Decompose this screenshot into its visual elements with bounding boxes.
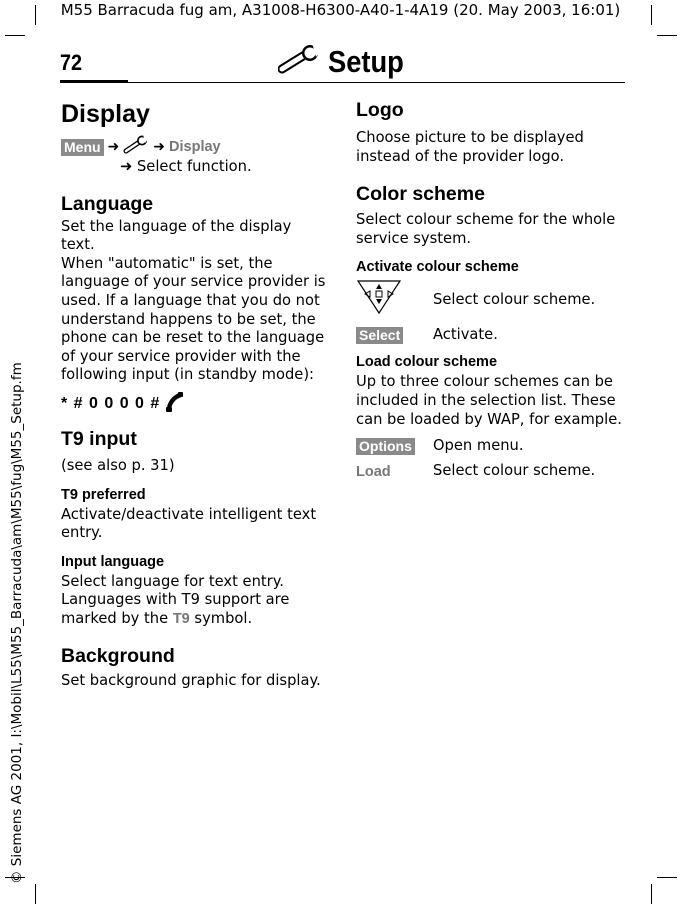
language-text: Set the language of the display text. When "automatic" is set, the language of your service provider is used. If a language that you do not understand happens to be set, the phone can be reset to the language of your service provider with the following input (in standby mode): [61,217,326,384]
nav-key-description: Select colour scheme. [433,290,596,308]
select-function-text: ➜ Select function. [120,158,252,175]
nav-key-row [356,279,626,319]
side-file-path: © Siemens AG 2001, I:\Mobil\L55\M55_Barracuda\am\M55\fug\M55_Setup.fm [9,362,25,884]
load-key-row [356,460,626,480]
display-menu-label: Display [169,139,221,155]
right-column [356,96,626,480]
subsection-load-colour-scheme: Load colour scheme [356,354,498,371]
t9-preferred-text: Activate/deactivate intelligent text entry. [61,505,317,542]
logo-text: Choose picture to be displayed instead of the provider logo. [356,129,584,165]
section-title-language: Language [61,192,154,215]
options-key-description: Open menu. [433,436,524,454]
menu-path [61,136,329,158]
reset-code [61,391,329,417]
chapter-heading [278,44,414,80]
page-number: 72 [60,50,83,75]
section-title-display: Display [61,100,150,128]
wrench-icon [123,135,149,159]
options-softkey: Options [356,438,415,455]
reset-code-digits: * # 0 0 0 0 # [61,394,161,412]
select-softkey: Select [356,327,403,344]
wrench-icon [278,45,322,79]
t9-symbol: T9 [172,610,190,627]
arrow-icon: ➜ [107,139,120,155]
arrow-icon: ➜ [153,139,166,155]
select-key-description: Activate. [433,325,498,343]
load-key-description: Select colour scheme. [433,461,596,479]
crop-mark [657,35,677,36]
section-title-background: Background [61,644,175,667]
navigation-key-icon [356,279,433,319]
left-column [61,96,329,690]
select-key-row [356,324,626,344]
crop-mark [35,884,36,904]
input-language-text: Select language for text entry. Languages with T9 support are marked by the T9 symbol. [61,572,290,627]
subsection-activate-colour-scheme: Activate colour scheme [356,259,519,276]
page-number-rule [60,80,128,83]
see-also-text: (see also p. 31) [61,456,175,474]
call-key-icon [164,391,184,417]
crop-mark [5,35,25,36]
background-text: Set background graphic for display. [61,671,321,689]
section-title-logo: Logo [356,99,404,121]
subsection-input-language: Input language [61,553,165,570]
header-rule [128,82,625,83]
section-title-color-scheme: Color scheme [356,183,485,206]
crop-mark [657,877,677,878]
subsection-t9-preferred: T9 preferred [61,486,146,503]
menu-softkey: Menu [61,139,104,156]
section-title-t9: T9 input [61,427,137,450]
load-colour-scheme-text: Up to three colour schemes can be included in the selection list. These can be loaded by WAP, for example. [356,373,622,428]
chapter-title: Setup [328,44,404,79]
crop-mark [651,884,652,904]
options-key-row [356,435,626,455]
document-meta: M55 Barracuda fug am, A31008-H6300-A40-1-4A19 (20. May 2003, 16:01) [60,1,621,19]
color-scheme-text: Select colour scheme for the whole service system. [356,211,616,247]
load-key-label: Load [356,463,391,480]
